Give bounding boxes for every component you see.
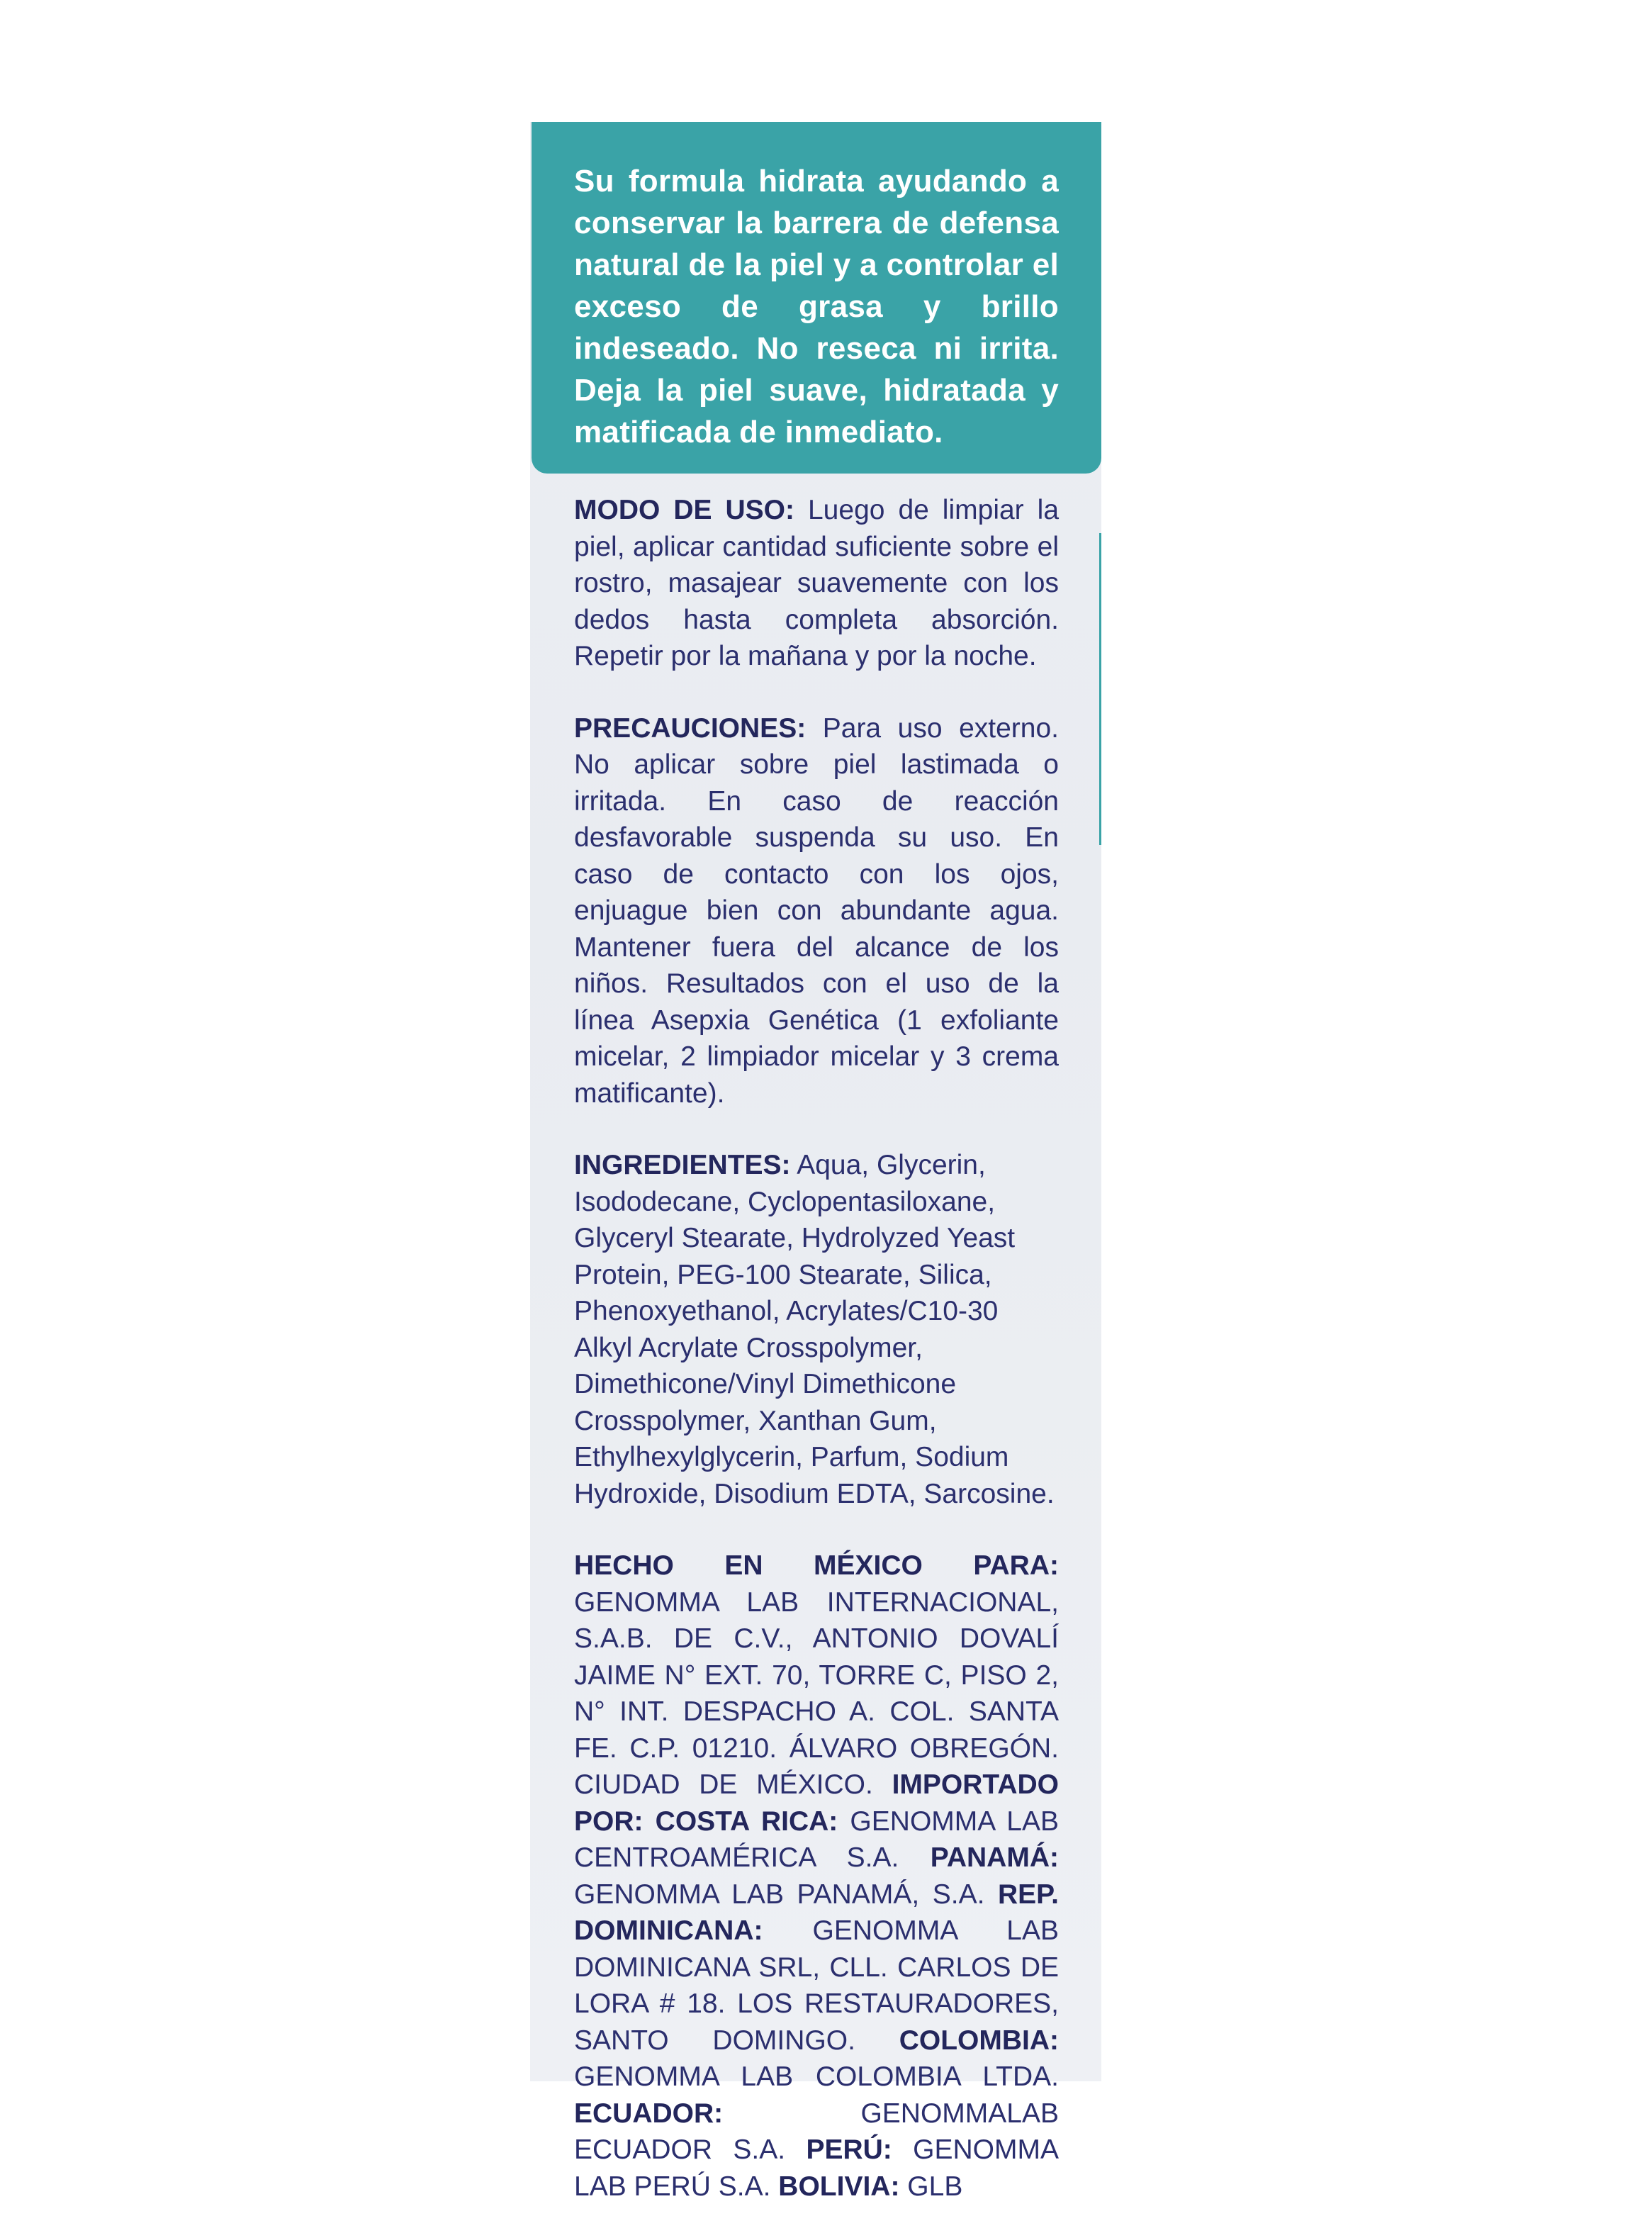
label-content <box>574 492 1059 2205</box>
rep-dom-text: GENOMMA LAB DOMINICANA SRL, CLL. CARLOS DE LORA # 18. LOS RESTAURADORES, SANTO DOMINGO. <box>574 1915 1059 2056</box>
colombia-label: COLOMBIA: <box>899 2025 1059 2056</box>
hecho-en-text: GENOMMA LAB INTERNACIONAL, S.A.B. DE C.V., ANTONIO DOVALÍ JAIME N° EXT. 70, TORRE C, PISO 2, N° INT. DESPACHO A. COL. SANTA FE. C.P. 01210. ÁLVARO OBREGÓN. CIUDAD DE MÉXICO. <box>574 1586 1059 1800</box>
accent-line <box>1099 533 1101 845</box>
bolivia-text: GLB <box>899 2171 963 2202</box>
ecuador-text: GENOMMALAB ECUADOR S.A. <box>574 2098 1059 2165</box>
intro-box <box>532 122 1101 474</box>
modo-de-uso-text: Luego de limpiar la piel, aplicar cantidad suficiente sobre el rostro, masajear suavemente con los dedos hasta completa absorción. Repetir por la mañana y por la noche. <box>574 495 1060 671</box>
peru-label: PERÚ: <box>806 2134 892 2165</box>
precauciones-text: Para uso externo. No aplicar sobre piel lastimada o irritada. En caso de reacción desfavorable suspenda su uso. En caso de contacto con los ojos, enjuague bien con abundante agua. Mantener fuera del alcance de los niños. Resultados con el uso de la línea Asepxia Genética (1 exfoliante micelar, 2 limpiador micelar y 3 crema matificante). <box>574 712 1059 1109</box>
precauciones-section <box>574 710 1059 1112</box>
hecho-en-label: HECHO EN MÉXICO PARA: <box>574 1550 1059 1581</box>
ingredientes-text: Aqua, Glycerin, Isododecane, Cyclopentasiloxane, Glyceryl Stearate, Hydrolyzed Yeast Protein, PEG-100 Stearate, Silica, Phenoxyethanol, Acrylates/C10-30 Alkyl Acrylate Crosspolymer, Dimethicone/Vinyl Dimethicone Crosspolymer, Xanthan Gum, Ethylhexylglycerin, Parfum, Sodium Hydroxide, Disodium EDTA, Sarcosine. <box>574 1150 1055 1509</box>
modo-de-uso-label: MODO DE USO: <box>574 495 794 525</box>
peru-text: GENOMMA LAB PERÚ S.A. <box>574 2134 1059 2202</box>
panama-label: PANAMÁ: <box>930 1842 1059 1873</box>
costa-rica-text: GENOMMA LAB CENTROAMÉRICA S.A. <box>574 1806 1059 1873</box>
importado-label: IMPORTADO POR: COSTA RICA: <box>574 1769 1059 1837</box>
ingredientes-section <box>574 1147 1059 1512</box>
modo-de-uso-section <box>574 492 1059 675</box>
intro-text: Su formula hidrata ayudando a conservar la barrera de defensa natural de la piel y a controlar el exceso de grasa y brillo indeseado. No reseca ni irrita. Deja la piel suave, hidratada y matificada de inmediato. <box>574 164 1059 449</box>
bolivia-label: BOLIVIA: <box>778 2171 900 2202</box>
fabricante-section <box>574 1548 1059 2205</box>
precauciones-label: PRECAUCIONES: <box>574 712 807 744</box>
label-panel <box>530 122 1101 2202</box>
panama-text: GENOMMA LAB PANAMÁ, S.A. <box>574 1879 998 1910</box>
ecuador-label: ECUADOR: <box>574 2098 724 2129</box>
ingredientes-label: INGREDIENTES: <box>574 1150 791 1180</box>
rep-dom-label: REP. DOMINICANA: <box>574 1879 1059 1946</box>
colombia-text: GENOMMA LAB COLOMBIA LTDA. <box>574 2061 1059 2092</box>
